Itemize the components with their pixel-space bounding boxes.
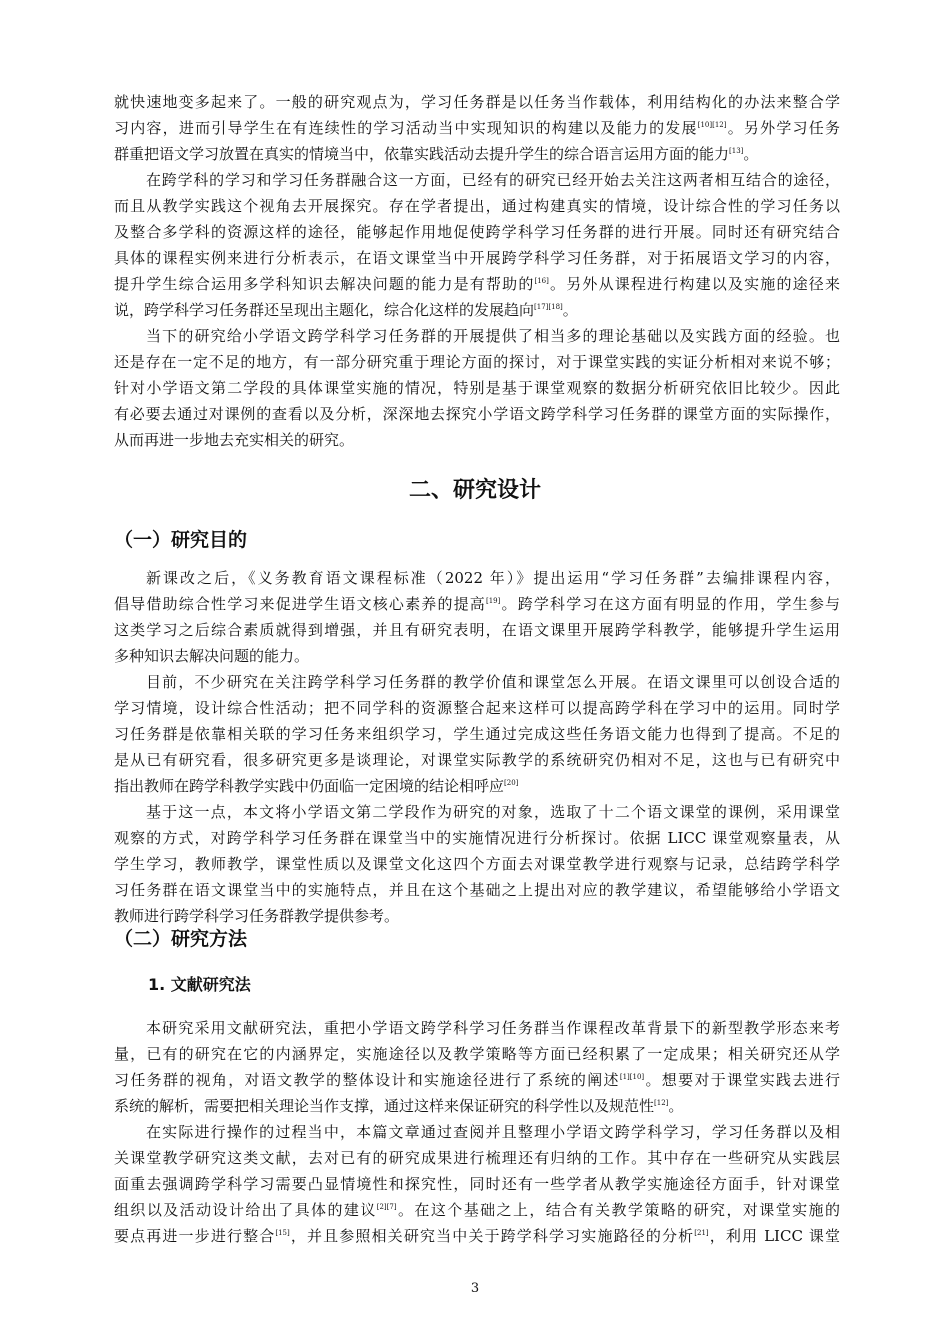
citation: [19] xyxy=(485,597,501,605)
text-line: 教师进行跨学科学习任务群教学提供参考。 xyxy=(114,907,400,925)
text-line: 指出教师在跨学科教学实践中仍面临一定困境的结论相呼应[20] xyxy=(114,777,519,795)
text-line: 当下的研究给小学语文跨学科学习任务群的开展提供了相当多的理论基础以及实践方面的经验。也 xyxy=(146,327,840,345)
text-line: 这类学习之后综合素质就得到增强，并且有研究表明，在语文课里开展跨学科教学，能够提升学生运用 xyxy=(114,621,840,639)
paragraph-intro-continued xyxy=(114,89,840,167)
text-line: 是从已有研究看，很多研究更多是谈理论，对课堂实际教学的系统研究仍相对不足，这也与已有研究中 xyxy=(114,751,840,769)
text-line: 学习情境，设计综合性活动；把不同学科的资源整合起来这样可以提高跨学科在学习中的运用。同时学 xyxy=(114,699,840,717)
subsection-heading-purpose: （一）研究目的 xyxy=(114,529,248,551)
text-line: 关课堂教学研究这类文献，去对已有的研究成果进行梳理还有归纳的工作。其中存在一些研究从实践层 xyxy=(114,1149,840,1167)
section-heading: 二、研究设计 xyxy=(408,478,541,503)
method-heading-literature: 1. 文献研究法 xyxy=(148,975,251,994)
text-line: 本研究采用文献研究法，重把小学语文跨学科学习任务群当作课程改革背景下的新型教学形态来考 xyxy=(146,1019,840,1037)
paragraph-method-2 xyxy=(114,1119,840,1249)
page-number: 3 xyxy=(470,1281,480,1296)
citation: [17][18] xyxy=(534,303,563,311)
text-line: 提升学生综合运用多学科知识去解决问题的能力是有帮助的[16]。另外从课程进行构建以及实施的途径来 xyxy=(114,275,840,293)
text-line: 多种知识去解决问题的能力。 xyxy=(114,647,310,665)
text-line: 及整合多学科的资源这样的途径，能够起作用地促使跨学科学习任务群的进行开展。同时还有研究结合 xyxy=(114,223,840,241)
paragraph-current-research xyxy=(114,323,840,453)
text-line: 习任务群是依靠相关联的学习任务来组织学习，学生通过完成这些任务语文能力也得到了提高。不足的 xyxy=(114,725,840,743)
text-line: 在实际进行操作的过程当中，本篇文章通过查阅并且整理小学语文跨学科学习，学习任务群以及相 xyxy=(146,1123,840,1141)
text-line: 面重去强调跨学科学习需要凸显情境性和探究性，同时还有一些学者从教学实施途径方面手，针对课堂 xyxy=(114,1175,840,1193)
paragraph-method-1 xyxy=(114,1015,840,1119)
text-line: 倡导借助综合性学习来促进学生语文核心素养的提高[19]。跨学科学习在这方面有明显的作用，学生参与 xyxy=(114,595,840,613)
text-line: 学生学习，教师教学，课堂性质以及课堂文化这四个方面去对课堂教学进行观察与记录，总结跨学科学 xyxy=(114,855,840,873)
text-line: 在跨学科的学习和学习任务群融合这一方面，已经有的研究已经开始去关注这两者相互结合的途径， xyxy=(146,171,840,189)
text-line: 就快速地变多起来了。一般的研究观点为，学习任务群是以任务当作载体，利用结构化的办法来整合学 xyxy=(114,93,840,111)
citation: [13] xyxy=(729,147,744,155)
text-line: 说，跨学科学习任务群还呈现出主题化，综合化这样的发展趋向[17][18]。 xyxy=(114,301,578,319)
text-line: 从而再进一步地去充实相关的研究。 xyxy=(114,431,355,449)
paragraph-purpose-3 xyxy=(114,799,840,929)
subsection-heading-method: （二）研究方法 xyxy=(114,928,248,950)
paragraph-cross-discipline xyxy=(114,167,840,323)
text-line: 具体的课程实例来进行分析表示，在语文课堂当中开展跨学科学习任务群，对于拓展语文学习的内容， xyxy=(114,249,840,267)
text-line: 基于这一点，本文将小学语文第二学段作为研究的对象，选取了十二个语文课堂的课例，采用课堂 xyxy=(146,803,840,821)
text-line: 有必要去通过对课例的查看以及分析，深深地去探究小学语文跨学科学习任务群的课堂方面的实际操作， xyxy=(114,405,840,423)
text-line: 组织以及活动设计给出了具体的建议[2][7]。在这个基础之上，结合有关教学策略的研究，对课堂实施的 xyxy=(114,1201,840,1219)
citation: [15] xyxy=(275,1229,290,1237)
citation: [21] xyxy=(694,1229,709,1237)
text-line: 习任务群在语文课堂当中的实施特点，并且在这个基础之上提出对应的教学建议，希望能够给小学语文 xyxy=(114,881,840,899)
text-line: 而且从教学实践这个视角去开展探究。存在学者提出，通过构建真实的情境，设计综合性的学习任务以 xyxy=(114,197,840,215)
text-line: 习内容，进而引导学生在有连续性的学习活动当中实现知识的构建以及能力的发展[10][12]。另外学习任务 xyxy=(114,119,840,137)
text-line: 还是存在一定不足的地方，有一部分研究重于理论方面的探讨，对于课堂实践的实证分析相对来说不够； xyxy=(114,353,840,371)
text-line: 新课改之后，《义务教育语文课程标准（2022 年）》提出运用“学习任务群”去编排课程内容， xyxy=(146,569,840,587)
text-line: 习任务群的视角，对语文教学的整体设计和实施途径进行了系统的阐述[1][10]。想要对于课堂实践去进行 xyxy=(114,1071,840,1089)
text-line: 量，已有的研究在它的内涵界定，实施途径以及教学策略等方面已经积累了一定成果；相关研究还从学 xyxy=(114,1045,840,1063)
citation: [16] xyxy=(534,277,549,285)
text-line: 要点再进一步进行整合[15]，并且参照相关研究当中关于跨学科学习实施路径的分析[21]，利用 LICC 课堂 xyxy=(114,1227,840,1245)
text-line: 观察的方式，对跨学科学习任务群在课堂当中的实施情况进行分析探讨。依据 LICC 课堂观察量表，从 xyxy=(114,829,840,847)
text-line: 群重把语文学习放置在真实的情境当中，依靠实践活动去提升学生的综合语言运用方面的能力[13]。 xyxy=(114,145,759,163)
text-line: 针对小学语文第二学段的具体课堂实施的情况，特别是基于课堂观察的数据分析研究依旧比较少。因此 xyxy=(114,379,840,397)
paragraph-purpose-2 xyxy=(114,669,840,799)
citation: [10][12] xyxy=(697,121,727,129)
citation: [12] xyxy=(654,1099,669,1107)
citation: [20] xyxy=(504,779,519,787)
paragraph-purpose-1 xyxy=(114,565,840,669)
text-line: 系统的解析，需要把相关理论当作支撑，通过这样来保证研究的科学性以及规范性[12]。 xyxy=(114,1097,684,1115)
text-line: 目前，不少研究在关注跨学科学习任务群的教学价值和课堂怎么开展。在语文课里可以创设合适的 xyxy=(146,673,840,691)
citation: [1][10] xyxy=(619,1073,645,1081)
citation: [2][7] xyxy=(376,1203,397,1211)
